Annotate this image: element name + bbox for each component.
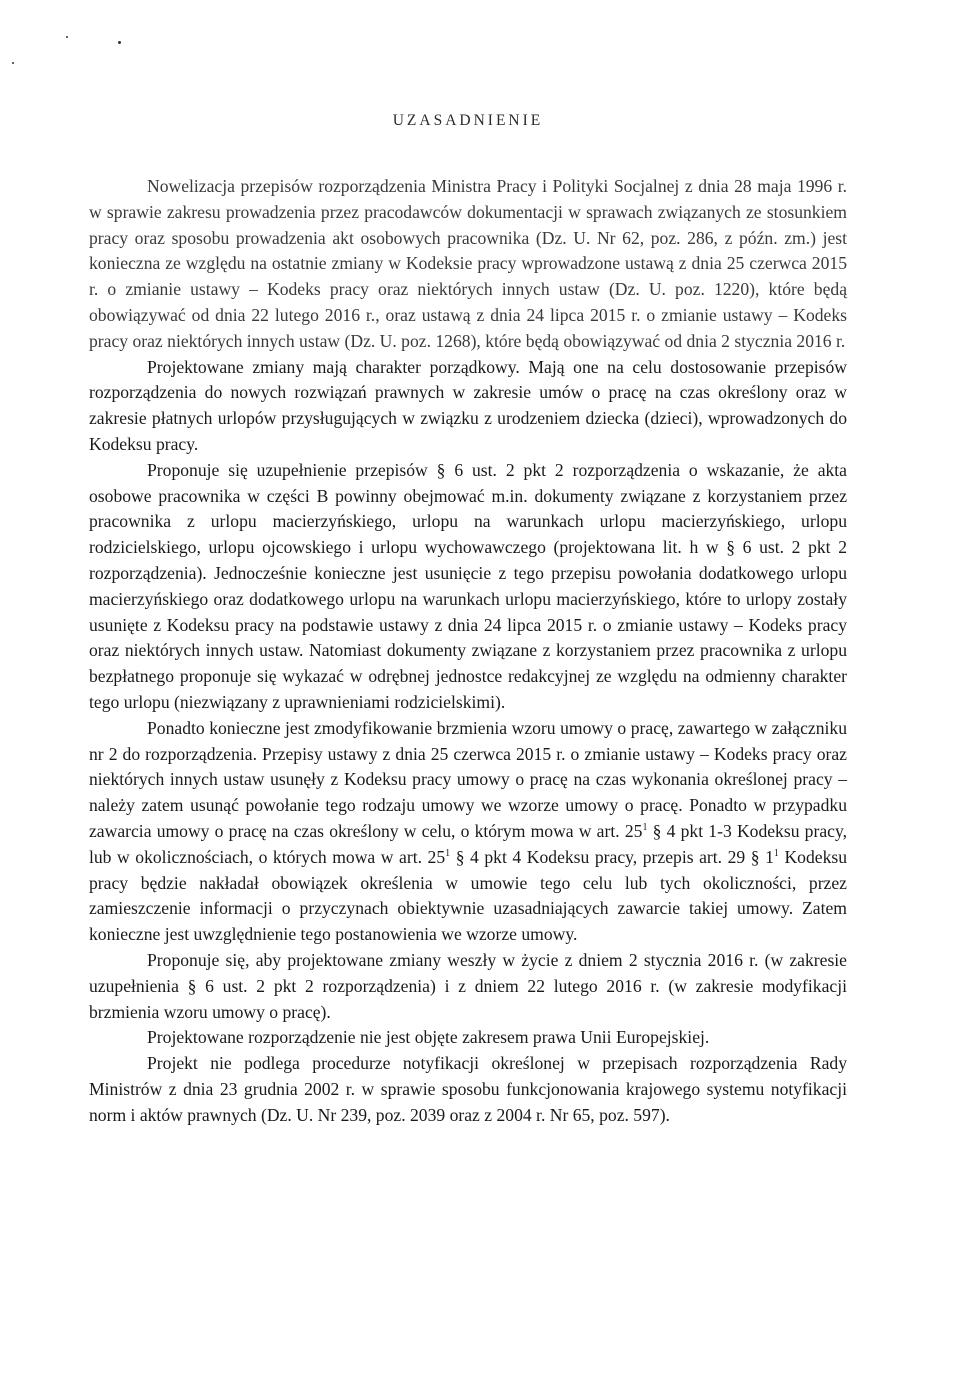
paragraph-2: Projektowane zmiany mają charakter porządkowy. Mają one na celu dostosowanie przepisów rozporządzenia do nowych rozwiązań prawnych w zakresie umów o pracę na czas określony oraz w zakresie płatnych urlopów przysługujących w związku z urodzeniem dziecka (dzieci), wprowadzonych do Kodeksu pracy.: [89, 356, 847, 454]
paragraph-4-text: Kodeksu pracy będzie nakładał obowiązek określenia w umowie tego celu lub tych okoliczności, przez zamieszczenie informacji o przyczynach obiektywnie uzasadniających zawarcie takiej umowy. Zatem konieczne jest uwzględnienie tego postanowienia we wzorze umowy.: [89, 846, 848, 945]
paragraph-3: Proponuje się uzupełnienie przepisów § 6 ust. 2 pkt 2 rozporządzenia o wskazanie, że akta osobowe pracownika w części B powinny obejmować m.in. dokumenty związane z korzystaniem przez pracownika z urlopu macierzyńskiego, urlopu na warunkach urlopu macierzyńskiego, urlopu rodzicielskiego, urlopu ojcowskiego i urlopu wychowawczego (projektowana lit. h w § 6 ust. 2 pkt 2 rozporządzenia). Jednocześnie konieczne jest usunięcie z tego przepisu powołania dodatkowego urlopu macierzyńskiego oraz dodatkowego urlopu na warunkach urlopu macierzyńskiego, które to urlopy zostały usunięte z Kodeksu pracy na podstawie ustawy z dnia 24 lipca 2015 r. o zmianie ustawy – Kodeks pracy oraz niektórych innych ustaw. Natomiast dokumenty związane z korzystaniem przez pracownika z urlopu bezpłatnego proponuje się wykazać w odrębnej jednostce redakcyjnej ze względu na odmienny charakter tego urlopu (niezwiązany z uprawnieniami rodzicielskimi).: [89, 459, 847, 712]
paragraph-4-text: § 4 pkt 4 Kodeksu pracy, przepis art. 29 § 1: [450, 846, 774, 867]
paragraph-4-text: § 4 pkt 1-3 Kodeksu pracy, lub w okolicznościach, o których mowa w art. 25: [89, 820, 848, 867]
superscript: 1: [642, 821, 648, 833]
document-title: UZASADNIENIE: [392, 112, 544, 129]
paragraph-5: Proponuje się, aby projektowane zmiany weszły w życie z dniem 2 stycznia 2016 r. (w zakresie uzupełnienia § 6 ust. 2 pkt 2 rozporządzenia) i z dniem 22 lutego 2016 r. (w zakresie modyfikacji brzmienia wzoru umowy o pracę).: [89, 949, 847, 1022]
paragraph-1: Nowelizacja przepisów rozporządzenia Ministra Pracy i Polityki Socjalnej z dnia 28 maja 1996 r. w sprawie zakresu prowadzenia przez pracodawców dokumentacji w sprawach związanych ze stosunkiem pracy oraz sposobu prowadzenia akt osobowych pracownika (Dz. U. Nr 62, poz. 286, z późn. zm.) jest konieczna ze względu na ostatnie zmiany w Kodeksie pracy wprowadzone ustawą z dnia 25 czerwca 2015 r. o zmianie ustawy – Kodeks pracy oraz niektórych innych ustaw (Dz. U. poz. 1220), które będą obowiązywać od dnia 22 lutego 2016 r., oraz ustawą z dnia 24 lipca 2015 r. o zmianie ustawy – Kodeks pracy oraz niektórych innych ustaw (Dz. U. poz. 1268), które będą obowiązywać od dnia 2 stycznia 2016 r.: [89, 176, 847, 351]
scan-speck: [12, 62, 14, 64]
superscript: 1: [445, 847, 451, 859]
superscript: 1: [773, 847, 779, 859]
document-page: [89, 112, 847, 1128]
paragraph-4-text: Ponadto konieczne jest zmodyfikowanie brzmienia wzoru umowy o pracę, zawartego w załączniku nr 2 do rozporządzenia. Przepisy ustawy z dnia 25 czerwca 2015 r. o zmianie ustawy – Kodeks pracy oraz niektórych innych ustaw usunęły z Kodeksu pracy umowy o pracę na czas wykonania określonej pracy – należy zatem usunąć powołanie tego rodzaju umowy we wzorze umowy o pracę. Ponadto w przypadku zawarcia umowy o pracę na czas określony w celu, o którym mowa w art. 25: [89, 717, 847, 841]
scan-speck: [118, 41, 121, 44]
scan-speck: [66, 36, 68, 38]
paragraph-7: Projekt nie podlega procedurze notyfikacji określonej w przepisach rozporządzenia Rady Ministrów z dnia 23 grudnia 2002 r. w sprawie sposobu funkcjonowania krajowego systemu notyfikacji norm i aktów prawnych (Dz. U. Nr 239, poz. 2039 oraz z 2004 r. Nr 65, poz. 597).: [89, 1053, 847, 1125]
paragraph-4: [89, 716, 847, 948]
paragraph-6: Projektowane rozporządzenie nie jest objęte zakresem prawa Unii Europejskiej.: [147, 1027, 710, 1048]
